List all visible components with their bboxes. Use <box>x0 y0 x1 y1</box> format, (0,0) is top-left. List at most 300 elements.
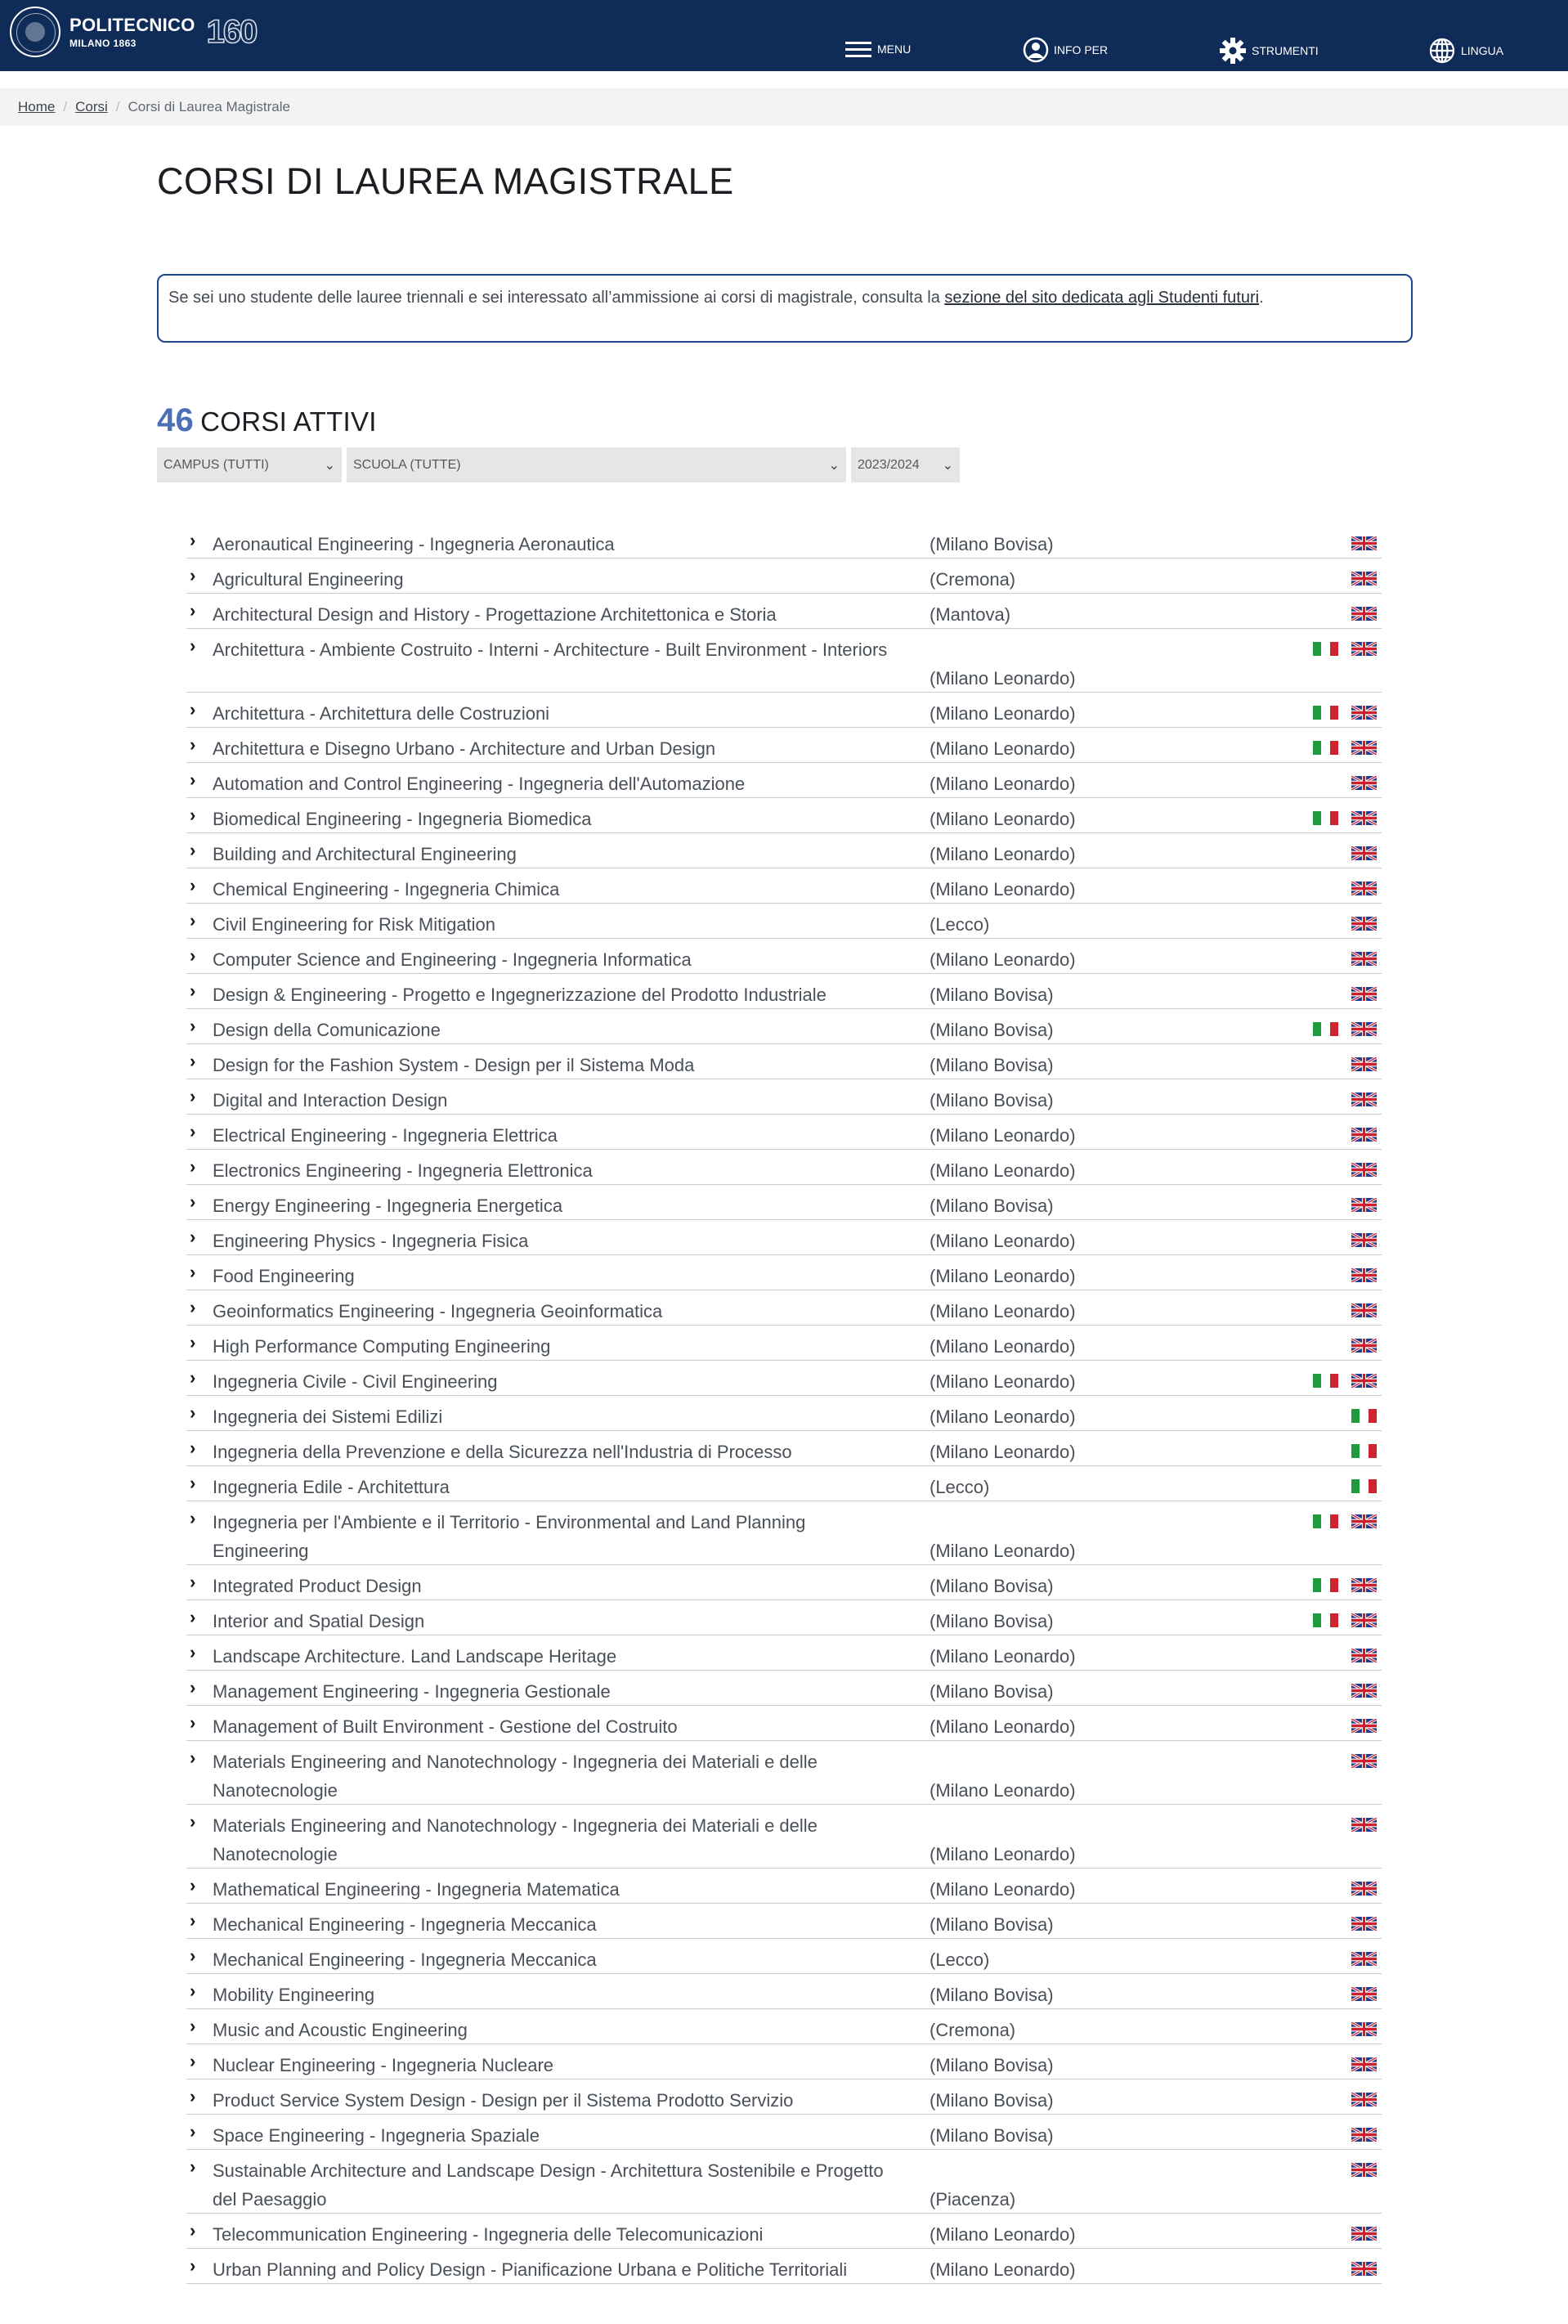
uk-flag-icon <box>1351 1613 1377 1627</box>
course-campus: (Lecco) <box>930 1949 990 1970</box>
chevron-right-icon: › <box>190 840 196 860</box>
chevron-right-icon: › <box>190 1945 196 1966</box>
course-languages <box>1300 811 1377 825</box>
chevron-right-icon: › <box>190 1508 196 1528</box>
course-title-link[interactable]: Materials Engineering and Nanotechnology - Ingegneria dei Materiali e delle Nanotecnologie <box>213 1815 818 1864</box>
course-title-link[interactable]: High Performance Computing Engineering <box>213 1336 551 1357</box>
uk-flag-icon <box>1351 952 1377 966</box>
course-languages <box>1338 1684 1377 1698</box>
strumenti-button[interactable] <box>1219 37 1319 65</box>
course-languages <box>1300 1578 1377 1592</box>
uk-flag-icon <box>1351 1092 1377 1106</box>
chevron-down-icon: ⌄ <box>942 458 953 473</box>
course-title-link[interactable]: Agricultural Engineering <box>213 569 404 590</box>
campus-filter-select[interactable] <box>157 447 342 482</box>
course-row[interactable] <box>186 1431 1382 1466</box>
course-row[interactable] <box>186 763 1382 798</box>
chevron-right-icon: › <box>190 2156 196 2177</box>
course-languages <box>1338 2163 1377 2177</box>
course-languages <box>1338 2262 1377 2276</box>
course-row[interactable] <box>186 1150 1382 1185</box>
course-languages <box>1338 1128 1377 1142</box>
course-title-link[interactable]: Sustainable Architecture and Landscape Design - Architettura Sostenibile e Progetto del Paesaggio <box>213 2160 884 2210</box>
notice-end: . <box>1259 289 1264 307</box>
chevron-right-icon: › <box>190 1473 196 1493</box>
course-row[interactable] <box>186 629 1382 693</box>
uk-flag-icon <box>1351 776 1377 790</box>
course-title-link[interactable]: Urban Planning and Policy Design - Pianificazione Urbana e Politiche Territoriali <box>213 2259 848 2280</box>
course-row[interactable] <box>186 2150 1382 2214</box>
course-title-link[interactable]: Materials Engineering and Nanotechnology - Ingegneria dei Materiali e delle Nanotecnologie <box>213 1752 818 1801</box>
course-row[interactable] <box>186 1185 1382 1220</box>
uk-flag-icon <box>1351 536 1377 550</box>
course-campus: (Milano Leonardo) <box>930 774 1076 794</box>
course-languages <box>1338 1818 1377 1832</box>
course-languages <box>1338 952 1377 966</box>
course-title-link[interactable]: Ingegneria Edile - Architettura <box>213 1477 450 1497</box>
course-row[interactable] <box>186 798 1382 833</box>
course-languages <box>1338 987 1377 1001</box>
italian-flag-icon <box>1313 1374 1338 1388</box>
uk-flag-icon <box>1351 1374 1377 1388</box>
chevron-down-icon: ⌄ <box>828 458 840 473</box>
course-campus: (Milano Leonardo) <box>930 879 1076 900</box>
course-campus: (Milano Bovisa) <box>930 1914 1054 1935</box>
course-languages <box>1300 1022 1377 1036</box>
chevron-right-icon: › <box>190 2255 196 2276</box>
course-languages <box>1338 917 1377 931</box>
course-campus: (Milano Bovisa) <box>930 1611 1054 1631</box>
chevron-right-icon: › <box>190 769 196 790</box>
uk-flag-icon <box>1351 2128 1377 2142</box>
course-row[interactable] <box>186 1255 1382 1290</box>
course-languages <box>1338 607 1377 621</box>
course-campus: (Milano Bovisa) <box>930 1055 1054 1075</box>
course-title-link[interactable]: Landscape Architecture. Land Landscape Heritage <box>213 1646 617 1667</box>
course-row[interactable] <box>186 1635 1382 1671</box>
course-title-link[interactable]: Design della Comunicazione <box>213 1020 441 1040</box>
course-title-link[interactable]: Architettura - Architettura delle Costruzioni <box>213 703 550 724</box>
course-title-link[interactable]: Mobility Engineering <box>213 1985 375 2005</box>
course-row[interactable] <box>186 2249 1382 2284</box>
active-courses-heading <box>157 402 377 439</box>
course-languages <box>1338 1649 1377 1662</box>
course-row[interactable] <box>186 1939 1382 1974</box>
course-campus: (Milano Bovisa) <box>930 1681 1054 1702</box>
course-campus: (Milano Bovisa) <box>930 1020 1054 1040</box>
course-title-link[interactable]: Mechanical Engineering - Ingegneria Meccanica <box>213 1914 597 1935</box>
course-row[interactable] <box>186 1671 1382 1706</box>
uk-flag-icon <box>1351 2022 1377 2036</box>
chevron-right-icon: › <box>190 530 196 550</box>
chevron-right-icon: › <box>190 1981 196 2001</box>
breadcrumb-bar <box>0 88 1568 126</box>
course-campus: (Milano Leonardo) <box>930 2259 1076 2280</box>
course-languages <box>1300 706 1377 720</box>
course-row[interactable] <box>186 1974 1382 2009</box>
course-row[interactable] <box>186 1326 1382 1361</box>
uk-flag-icon <box>1351 607 1377 621</box>
chevron-right-icon: › <box>190 875 196 895</box>
course-campus: (Milano Leonardo) <box>930 738 1076 759</box>
course-languages <box>1300 1374 1377 1388</box>
uk-flag-icon <box>1351 2227 1377 2241</box>
course-title-link[interactable]: Ingegneria Civile - Civil Engineering <box>213 1371 498 1392</box>
course-languages <box>1338 1754 1377 1768</box>
chevron-right-icon: › <box>190 1607 196 1627</box>
course-campus: (Milano Leonardo) <box>930 1336 1076 1357</box>
course-title-link[interactable]: Computer Science and Engineering - Ingegneria Informatica <box>213 949 692 970</box>
course-languages <box>1338 1882 1377 1896</box>
course-row[interactable] <box>186 1706 1382 1741</box>
chevron-right-icon: › <box>190 1875 196 1896</box>
course-row[interactable] <box>186 1009 1382 1044</box>
chevron-right-icon: › <box>190 1910 196 1931</box>
course-title-link[interactable]: Biomedical Engineering - Ingegneria Biomedica <box>213 809 592 829</box>
politecnico-logo[interactable] <box>10 7 256 57</box>
course-title-link[interactable]: Space Engineering - Ingegneria Spaziale <box>213 2125 540 2146</box>
chevron-right-icon: › <box>190 805 196 825</box>
course-row[interactable] <box>186 1565 1382 1600</box>
course-title-link[interactable]: Architectural Design and History - Progettazione Architettonica e Storia <box>213 604 777 625</box>
chevron-right-icon: › <box>190 1572 196 1592</box>
course-campus: (Milano Leonardo) <box>930 1879 1076 1900</box>
course-title-link[interactable]: Interior and Spatial Design <box>213 1611 425 1631</box>
course-title-link[interactable]: Engineering Physics - Ingegneria Fisica <box>213 1231 529 1251</box>
course-title-link[interactable]: Architettura - Ambiente Costruito - Interni - Architecture - Built Environment - Interiors <box>213 639 888 660</box>
course-title-link[interactable]: Design & Engineering - Progetto e Ingegnerizzazione del Prodotto Industriale <box>213 985 827 1005</box>
uk-flag-icon <box>1351 1303 1377 1317</box>
course-title-link[interactable]: Ingegneria della Prevenzione e della Sicurezza nell'Industria di Processo <box>213 1442 792 1462</box>
course-row[interactable] <box>186 833 1382 868</box>
info-per-label: INFO PER <box>1054 43 1109 56</box>
course-title-link[interactable]: Food Engineering <box>213 1266 355 1286</box>
uk-flag-icon <box>1351 1987 1377 2001</box>
course-campus: (Milano Bovisa) <box>930 1090 1054 1110</box>
course-languages <box>1300 1514 1377 1528</box>
uk-flag-icon <box>1351 1917 1377 1931</box>
uk-flag-icon <box>1351 741 1377 755</box>
course-languages <box>1338 1719 1377 1733</box>
course-languages <box>1338 1409 1377 1423</box>
gear-icon <box>1219 37 1247 65</box>
course-languages <box>1338 1479 1377 1493</box>
course-campus: (Milano Leonardo) <box>930 1371 1076 1392</box>
hamburger-icon <box>844 39 872 59</box>
course-row[interactable] <box>186 1079 1382 1115</box>
menu-button[interactable] <box>844 39 911 59</box>
chevron-right-icon: › <box>190 1747 196 1768</box>
course-row[interactable] <box>186 904 1382 939</box>
chevron-right-icon: › <box>190 1016 196 1036</box>
course-title-link[interactable]: Geoinformatics Engineering - Ingegneria Geoinformatica <box>213 1301 663 1321</box>
course-title-link[interactable]: Telecommunication Engineering - Ingegneria delle Telecomunicazioni <box>213 2224 764 2245</box>
logo-name: POLITECNICO <box>69 14 195 35</box>
uk-flag-icon <box>1351 1022 1377 1036</box>
course-row[interactable] <box>186 1361 1382 1396</box>
italian-flag-icon <box>1313 741 1338 755</box>
course-languages <box>1338 2093 1377 2106</box>
course-languages <box>1338 2128 1377 2142</box>
uk-flag-icon <box>1351 572 1377 585</box>
course-title-link[interactable]: Electrical Engineering - Ingegneria Elettrica <box>213 1125 558 1146</box>
chevron-right-icon: › <box>190 945 196 966</box>
uk-flag-icon <box>1351 1684 1377 1698</box>
uk-flag-icon <box>1351 1578 1377 1592</box>
active-courses-count: 46 <box>157 402 195 438</box>
chevron-right-icon: › <box>190 1367 196 1388</box>
anno-filter-select[interactable] <box>851 447 960 482</box>
course-languages <box>1338 1198 1377 1212</box>
uk-flag-icon <box>1351 1339 1377 1353</box>
uk-flag-icon <box>1351 2057 1377 2071</box>
italian-flag-icon <box>1313 1613 1338 1627</box>
course-campus: (Milano Bovisa) <box>930 1576 1054 1596</box>
course-row[interactable] <box>186 2115 1382 2150</box>
breadcrumb-current: Corsi di Laurea Magistrale <box>128 99 290 114</box>
scuola-filter-value: SCUOLA (TUTTE) <box>353 457 461 472</box>
uk-flag-icon <box>1351 2262 1377 2276</box>
notice-box <box>157 274 1413 343</box>
menu-label: MENU <box>877 43 912 56</box>
course-languages <box>1338 846 1377 860</box>
course-row[interactable] <box>186 2079 1382 2115</box>
italian-flag-icon <box>1313 706 1338 720</box>
course-title-link[interactable]: Management of Built Environment - Gestione del Costruito <box>213 1716 678 1737</box>
course-languages <box>1338 1303 1377 1317</box>
chevron-right-icon: › <box>190 699 196 720</box>
course-languages <box>1300 1613 1377 1627</box>
course-title-link[interactable]: Chemical Engineering - Ingegneria Chimica <box>213 879 560 900</box>
course-languages <box>1338 776 1377 790</box>
course-row[interactable] <box>186 693 1382 728</box>
course-campus: (Milano Leonardo) <box>930 1266 1076 1286</box>
course-title-link[interactable]: Product Service System Design - Design per il Sistema Prodotto Servizio <box>213 2090 794 2111</box>
uk-flag-icon <box>1351 2093 1377 2106</box>
chevron-right-icon: › <box>190 1156 196 1177</box>
course-row[interactable] <box>186 1501 1382 1565</box>
uk-flag-icon <box>1351 1649 1377 1662</box>
chevron-right-icon: › <box>190 1051 196 1071</box>
uk-flag-icon <box>1351 642 1377 656</box>
course-campus: (Milano Leonardo) <box>930 1231 1076 1251</box>
course-title-link[interactable]: Ingegneria dei Sistemi Edilizi <box>213 1407 443 1427</box>
course-row[interactable] <box>186 594 1382 629</box>
course-row[interactable] <box>186 1869 1382 1904</box>
course-row[interactable] <box>186 868 1382 904</box>
course-row[interactable] <box>186 523 1382 559</box>
course-languages <box>1338 1233 1377 1247</box>
course-row[interactable] <box>186 559 1382 594</box>
course-title-link[interactable]: Energy Engineering - Ingegneria Energetica <box>213 1196 563 1216</box>
course-campus: (Milano Leonardo) <box>930 1716 1076 1737</box>
course-row[interactable] <box>186 2044 1382 2079</box>
course-languages <box>1338 1952 1377 1966</box>
chevron-right-icon: › <box>190 1712 196 1733</box>
course-title-link[interactable]: Design for the Fashion System - Design per il Sistema Moda <box>213 1055 695 1075</box>
chevron-right-icon: › <box>190 910 196 931</box>
chevron-right-icon: › <box>190 1262 196 1282</box>
uk-flag-icon <box>1351 1163 1377 1177</box>
course-title-link[interactable]: Nuclear Engineering - Ingegneria Nucleare <box>213 2055 554 2075</box>
course-campus: (Milano Bovisa) <box>930 1196 1054 1216</box>
filters-bar <box>157 447 965 482</box>
course-title-link[interactable]: Mathematical Engineering - Ingegneria Matematica <box>213 1879 620 1900</box>
course-row[interactable] <box>186 1600 1382 1635</box>
italian-flag-icon <box>1313 811 1338 825</box>
uk-flag-icon <box>1351 1514 1377 1528</box>
italian-flag-icon <box>1313 1578 1338 1592</box>
chevron-right-icon: › <box>190 2121 196 2142</box>
course-row[interactable] <box>186 728 1382 763</box>
uk-flag-icon <box>1351 987 1377 1001</box>
course-campus: (Milano Leonardo) <box>930 1844 1076 1864</box>
chevron-right-icon: › <box>190 734 196 755</box>
course-campus: (Lecco) <box>930 1477 990 1497</box>
uk-flag-icon <box>1351 1952 1377 1966</box>
course-row[interactable] <box>186 1466 1382 1501</box>
italian-flag-icon <box>1351 1444 1377 1458</box>
chevron-right-icon: › <box>190 2086 196 2106</box>
course-row[interactable] <box>186 1396 1382 1431</box>
course-campus: (Milano Leonardo) <box>930 2224 1076 2245</box>
uk-flag-icon <box>1351 846 1377 860</box>
globe-icon <box>1428 37 1456 65</box>
course-campus: (Milano Bovisa) <box>930 1985 1054 2005</box>
info-per-button[interactable] <box>1023 37 1108 63</box>
course-title-link[interactable]: Electronics Engineering - Ingegneria Elettronica <box>213 1160 593 1181</box>
uk-flag-icon <box>1351 1754 1377 1768</box>
course-row[interactable] <box>186 1904 1382 1939</box>
chevron-right-icon: › <box>190 635 196 656</box>
anniversary-160-mark: 160 <box>206 13 257 50</box>
course-title-link[interactable]: Digital and Interaction Design <box>213 1090 448 1110</box>
anno-filter-value: 2023/2024 <box>858 457 920 472</box>
courses-list <box>186 523 1382 2284</box>
course-row[interactable] <box>186 974 1382 1009</box>
uk-flag-icon <box>1351 882 1377 895</box>
course-row[interactable] <box>186 1741 1382 1805</box>
course-row[interactable] <box>186 939 1382 974</box>
course-title-link[interactable]: Automation and Control Engineering - Ingegneria dell'Automazione <box>213 774 746 794</box>
chevron-right-icon: › <box>190 1086 196 1106</box>
italian-flag-icon <box>1313 1514 1338 1528</box>
chevron-right-icon: › <box>190 2220 196 2241</box>
course-languages <box>1300 741 1377 755</box>
chevron-right-icon: › <box>190 1227 196 1247</box>
course-campus: (Cremona) <box>930 2020 1016 2040</box>
chevron-right-icon: › <box>190 1332 196 1353</box>
uk-flag-icon <box>1351 811 1377 825</box>
course-campus: (Milano Leonardo) <box>930 668 1076 689</box>
course-languages <box>1338 1444 1377 1458</box>
course-campus: (Milano Bovisa) <box>930 985 1054 1005</box>
course-campus: (Milano Bovisa) <box>930 2090 1054 2111</box>
course-row[interactable] <box>186 1805 1382 1869</box>
chevron-right-icon: › <box>190 565 196 585</box>
course-languages <box>1338 2227 1377 2241</box>
course-campus: (Milano Leonardo) <box>930 1442 1076 1462</box>
course-campus: (Milano Leonardo) <box>930 1160 1076 1181</box>
breadcrumb-corsi-link[interactable]: Corsi <box>75 99 108 114</box>
course-campus: (Milano Bovisa) <box>930 534 1054 554</box>
course-title-link[interactable]: Architettura e Disegno Urbano - Architecture and Urban Design <box>213 738 716 759</box>
course-row[interactable] <box>186 1220 1382 1255</box>
course-title-link[interactable]: Building and Architectural Engineering <box>213 844 517 864</box>
course-title-link[interactable]: Ingegneria per l'Ambiente e il Territorio - Environmental and Land Planning Engineering <box>213 1512 806 1561</box>
course-campus: (Milano Bovisa) <box>930 2055 1054 2075</box>
course-languages <box>1338 1057 1377 1071</box>
scuola-filter-select[interactable] <box>347 447 846 482</box>
course-row[interactable] <box>186 2009 1382 2044</box>
chevron-right-icon: › <box>190 1438 196 1458</box>
logo-text <box>69 16 195 48</box>
italian-flag-icon <box>1351 1409 1377 1423</box>
breadcrumb-home-link[interactable]: Home <box>18 99 56 114</box>
campus-filter-value: CAMPUS (TUTTI) <box>164 457 269 472</box>
page-title: CORSI DI LAUREA MAGISTRALE <box>157 160 734 202</box>
course-title-link[interactable]: Civil Engineering for Risk Mitigation <box>213 914 496 935</box>
chevron-right-icon: › <box>190 1677 196 1698</box>
italian-flag-icon <box>1313 1022 1338 1036</box>
course-languages <box>1338 2022 1377 2036</box>
course-title-link[interactable]: Management Engineering - Ingegneria Gestionale <box>213 1681 611 1702</box>
course-campus: (Milano Leonardo) <box>930 1541 1076 1561</box>
breadcrumb <box>18 99 290 115</box>
course-title-link[interactable]: Mechanical Engineering - Ingegneria Meccanica <box>213 1949 597 1970</box>
course-row[interactable] <box>186 1044 1382 1079</box>
notice-text: Se sei uno studente delle lauree triennali e sei interessato all’ammissione ai corsi di magistrale, consulta la <box>168 289 945 307</box>
course-campus: (Milano Leonardo) <box>930 949 1076 970</box>
course-campus: (Milano Leonardo) <box>930 1407 1076 1427</box>
course-campus: (Mantova) <box>930 604 1011 625</box>
chevron-down-icon: ⌄ <box>324 458 335 473</box>
course-campus: (Milano Leonardo) <box>930 1780 1076 1801</box>
uk-flag-icon <box>1351 2163 1377 2177</box>
uk-flag-icon <box>1351 1719 1377 1733</box>
uk-flag-icon <box>1351 917 1377 931</box>
course-campus: (Milano Bovisa) <box>930 2125 1054 2146</box>
course-campus: (Milano Leonardo) <box>930 1301 1076 1321</box>
course-row[interactable] <box>186 1115 1382 1150</box>
course-campus: (Piacenza) <box>930 2189 1016 2210</box>
italian-flag-icon <box>1351 1479 1377 1493</box>
uk-flag-icon <box>1351 1268 1377 1282</box>
uk-flag-icon <box>1351 1818 1377 1832</box>
course-row[interactable] <box>186 2214 1382 2249</box>
course-campus: (Milano Leonardo) <box>930 703 1076 724</box>
uk-flag-icon <box>1351 1128 1377 1142</box>
course-title-link[interactable]: Integrated Product Design <box>213 1576 422 1596</box>
course-title-link[interactable]: Aeronautical Engineering - Ingegneria Aeronautica <box>213 534 615 554</box>
user-icon <box>1023 37 1049 63</box>
course-title-link[interactable]: Music and Acoustic Engineering <box>213 2020 468 2040</box>
lingua-button[interactable] <box>1428 37 1503 65</box>
logo-subtitle: MILANO 1863 <box>69 37 137 49</box>
chevron-right-icon: › <box>190 2051 196 2071</box>
course-languages <box>1338 1917 1377 1931</box>
course-campus: (Lecco) <box>930 914 990 935</box>
course-languages <box>1338 1268 1377 1282</box>
uk-flag-icon <box>1351 1882 1377 1896</box>
notice-studenti-futuri-link[interactable]: sezione del sito dedicata agli Studenti futuri <box>944 289 1260 307</box>
uk-flag-icon <box>1351 1233 1377 1247</box>
course-languages <box>1338 1987 1377 2001</box>
course-campus: (Milano Leonardo) <box>930 844 1076 864</box>
chevron-right-icon: › <box>190 2016 196 2036</box>
university-seal-icon <box>10 7 60 57</box>
course-row[interactable] <box>186 1290 1382 1326</box>
